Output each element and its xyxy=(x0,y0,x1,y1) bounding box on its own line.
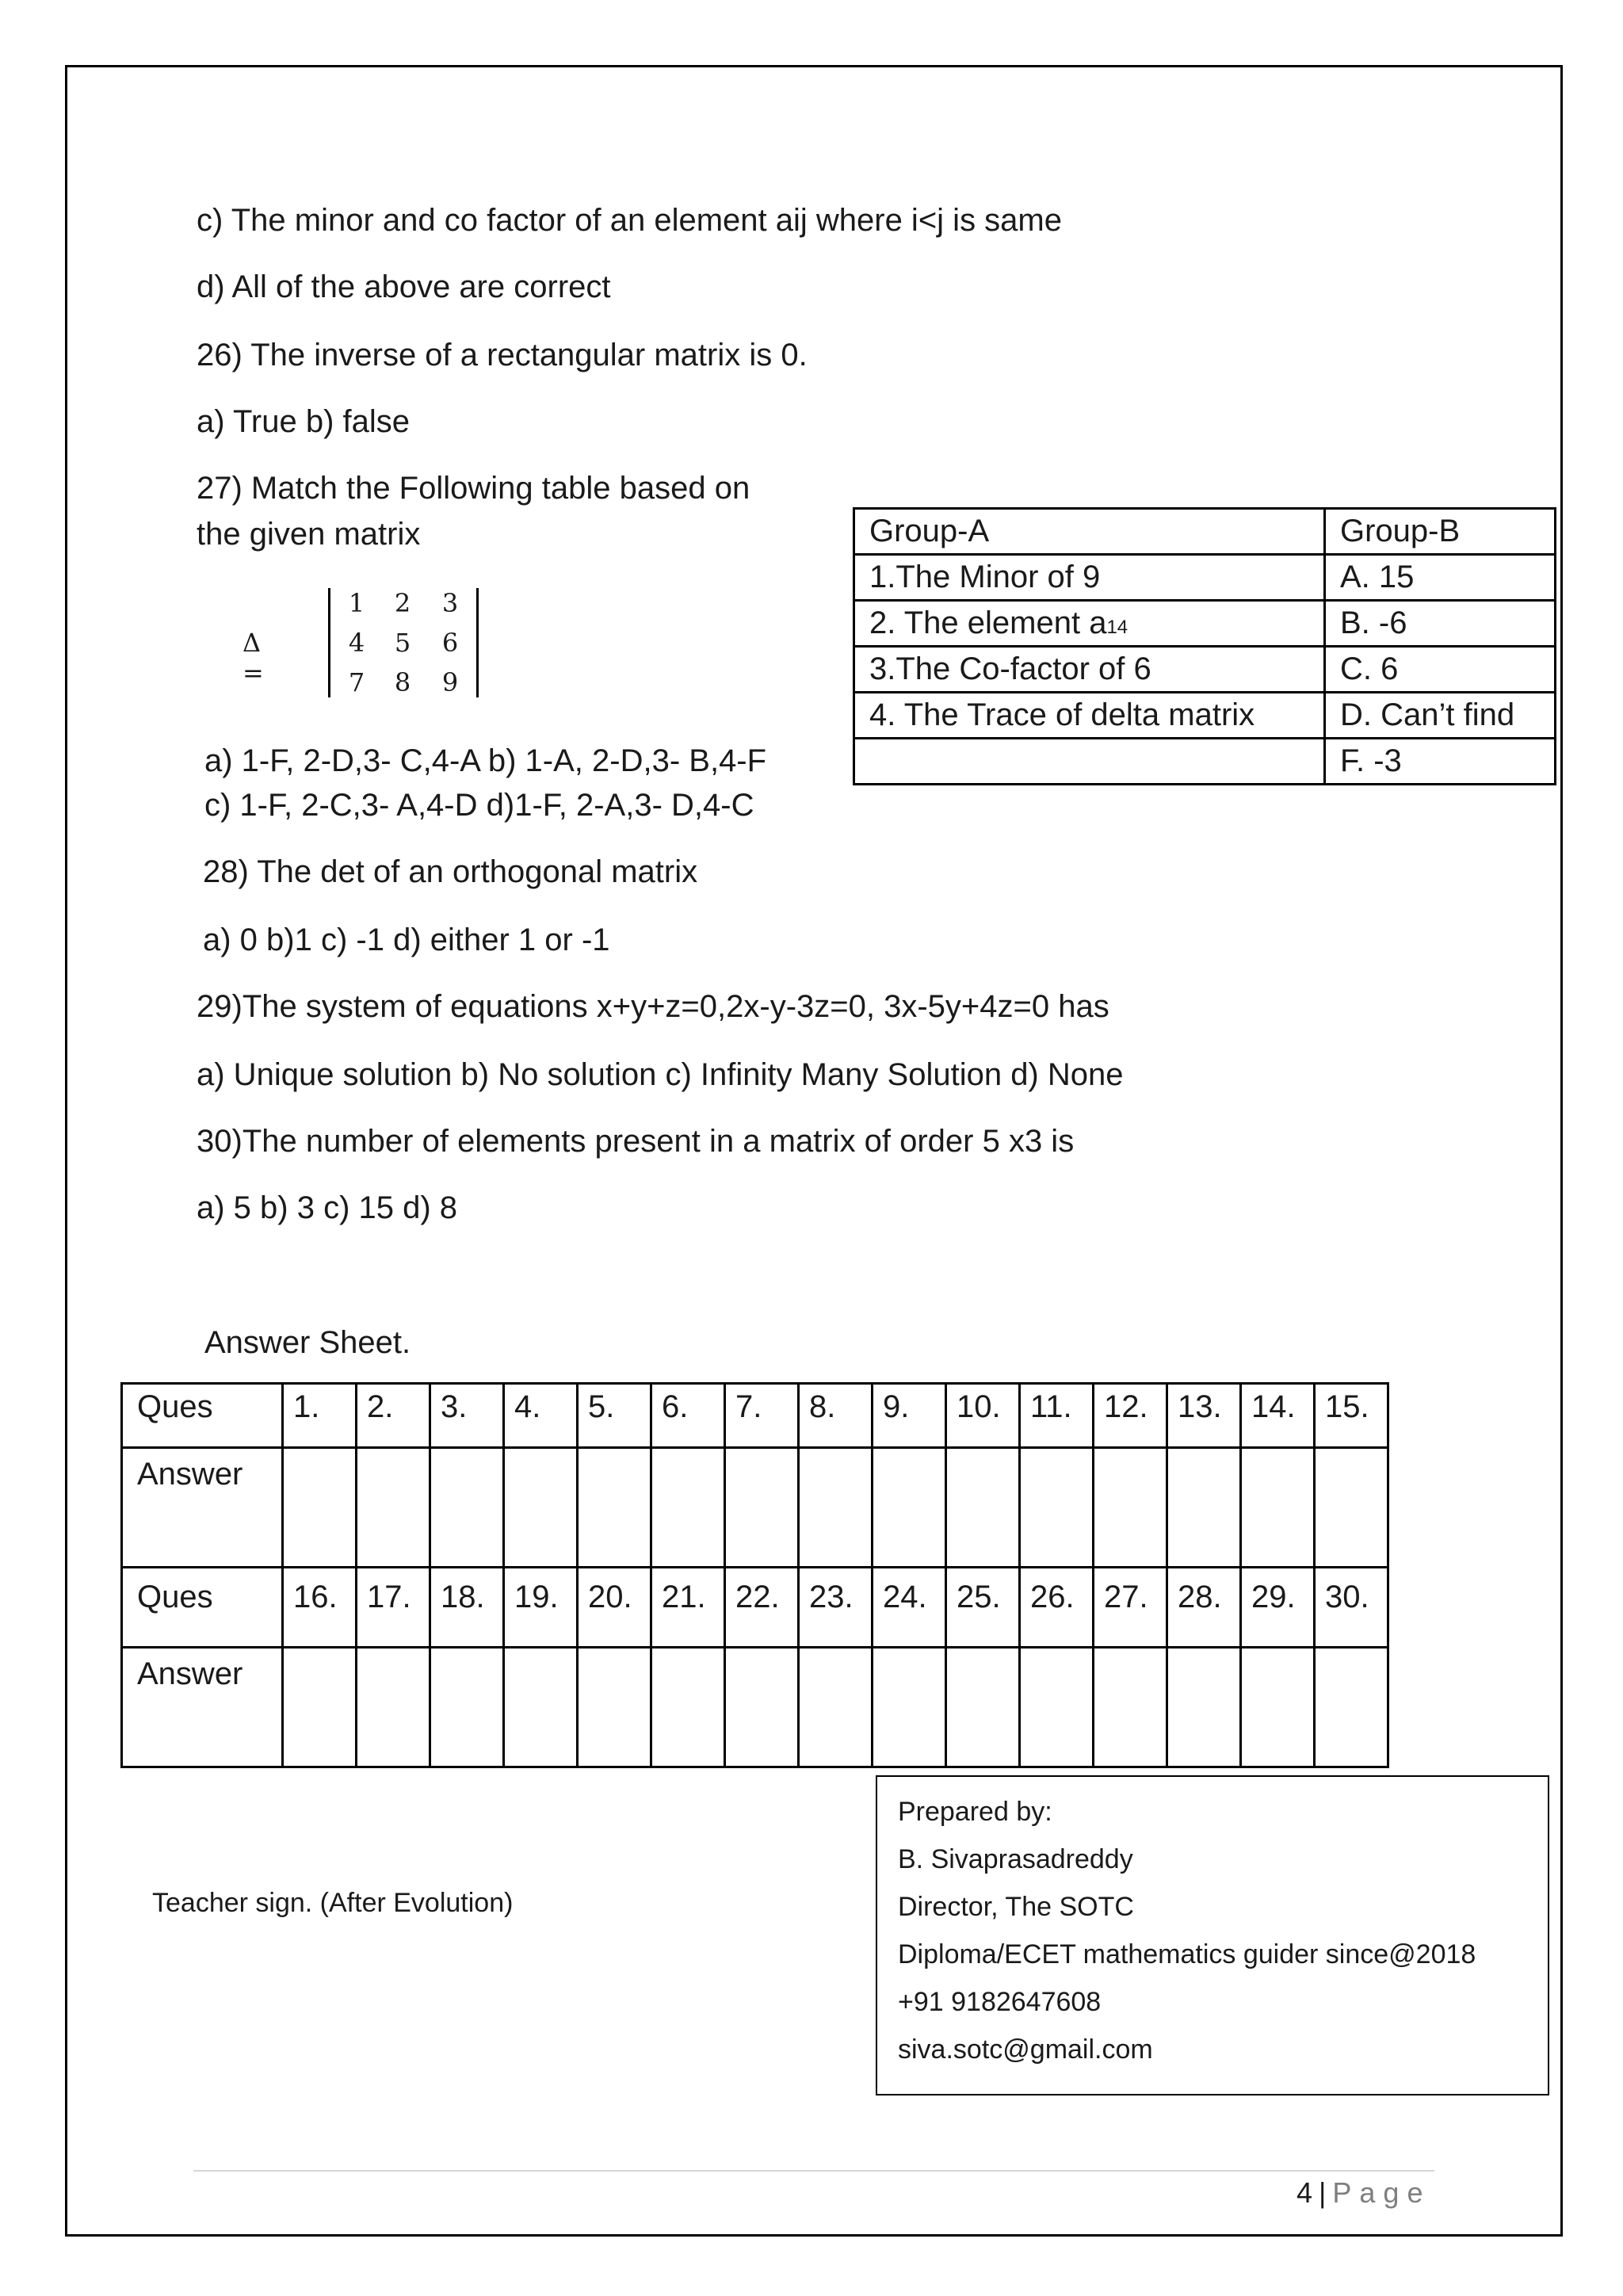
question-26: 26) The inverse of a rectangular matrix is 0. xyxy=(197,338,808,372)
question-30-options: a) 5 b) 3 c) 15 d) 8 xyxy=(197,1190,458,1225)
answer-sheet-table xyxy=(120,1382,1389,1768)
page-separator: | xyxy=(1319,2176,1327,2209)
question-27-options-2: c) 1-F, 2-C,3- A,4-D d)1-F, 2-A,3- D,4-C xyxy=(204,788,754,823)
group-a-cell: 1.The Minor of 9 xyxy=(854,555,1325,601)
question-26-options: a) True b) false xyxy=(197,404,411,439)
matrix-cell: 8 xyxy=(394,667,411,697)
answer-cell xyxy=(1241,1648,1315,1767)
answer-cell xyxy=(873,1448,946,1568)
question-number-cell: 7. xyxy=(725,1384,799,1448)
match-table-row xyxy=(854,555,1556,601)
answer-cell xyxy=(283,1648,357,1767)
answer-cell xyxy=(1315,1648,1388,1767)
matrix-cell: 4 xyxy=(348,628,365,658)
question-number-cell: 10. xyxy=(946,1384,1020,1448)
answer-cell xyxy=(799,1648,873,1767)
question-27-line-1: 27) Match the Following table based on xyxy=(197,471,750,506)
group-b-cell: F. -3 xyxy=(1325,739,1556,785)
group-b-cell: D. Can’t find xyxy=(1325,693,1556,739)
match-table-row xyxy=(854,601,1556,647)
matrix-cell: 9 xyxy=(441,667,459,697)
answer-cell xyxy=(504,1648,578,1767)
question-number-cell: 9. xyxy=(873,1384,946,1448)
answer-cell xyxy=(725,1448,799,1568)
group-a-header: Group-A xyxy=(854,509,1325,555)
question-29: 29)The system of equations x+y+z=0,2x-y-3z=0, 3x-5y+4z=0 has xyxy=(197,989,1109,1024)
answer-cell xyxy=(651,1448,725,1568)
answer-cell xyxy=(1020,1648,1094,1767)
delta-symbol: Δ = xyxy=(242,628,264,688)
group-a-cell: 3.The Co-factor of 6 xyxy=(854,647,1325,693)
question-29-options: a) Unique solution b) No solution c) Infinity Many Solution d) None xyxy=(197,1057,1124,1092)
question-number-cell: 28. xyxy=(1167,1568,1241,1648)
question-number-row xyxy=(122,1568,1388,1648)
question-number-cell: 18. xyxy=(430,1568,504,1648)
question-number-cell: 22. xyxy=(725,1568,799,1648)
question-number-cell: 6. xyxy=(651,1384,725,1448)
question-number-cell: 29. xyxy=(1241,1568,1315,1648)
matrix-cell: 6 xyxy=(441,628,459,658)
author-email: siva.sotc@gmail.com xyxy=(898,2034,1153,2065)
question-27-line-2: the given matrix xyxy=(197,517,421,552)
answer-label: Answer xyxy=(122,1448,283,1568)
question-number-cell: 30. xyxy=(1315,1568,1388,1648)
prepared-heading: Prepared by: xyxy=(898,1797,1052,1827)
answer-cell xyxy=(799,1448,873,1568)
question-number-cell: 17. xyxy=(357,1568,430,1648)
question-number-cell: 24. xyxy=(873,1568,946,1648)
answer-cell xyxy=(651,1648,725,1767)
matrix-cell: 2 xyxy=(394,588,411,618)
match-table-row xyxy=(854,693,1556,739)
question-number-cell: 26. xyxy=(1020,1568,1094,1648)
answer-cell xyxy=(1241,1448,1315,1568)
question-number-cell: 14. xyxy=(1241,1384,1315,1448)
author-description: Diploma/ECET mathematics guider since@2018 xyxy=(898,1939,1476,1969)
answer-cell xyxy=(1020,1448,1094,1568)
answer-cell xyxy=(1167,1448,1241,1568)
ques-label: Ques xyxy=(122,1384,283,1448)
group-b-cell: A. 15 xyxy=(1325,555,1556,601)
question-25-option-d: d) All of the above are correct xyxy=(197,269,611,304)
answer-cell xyxy=(1094,1648,1167,1767)
matrix-cell: 5 xyxy=(394,628,411,658)
question-number-cell: 3. xyxy=(430,1384,504,1448)
question-28: 28) The det of an orthogonal matrix xyxy=(203,854,698,889)
question-number-cell: 15. xyxy=(1315,1384,1388,1448)
question-number-cell: 1. xyxy=(283,1384,357,1448)
question-number-cell: 20. xyxy=(578,1568,651,1648)
answer-cell xyxy=(578,1448,651,1568)
question-number-cell: 16. xyxy=(283,1568,357,1648)
question-number-cell: 11. xyxy=(1020,1384,1094,1448)
answer-cell xyxy=(1315,1448,1388,1568)
teacher-sign-label: Teacher sign. (After Evolution) xyxy=(152,1888,514,1918)
footer-divider xyxy=(193,2170,1434,2172)
answer-cell xyxy=(1167,1648,1241,1767)
answer-row xyxy=(122,1648,1388,1767)
answer-cell xyxy=(1094,1448,1167,1568)
question-27-options-1: a) 1-F, 2-D,3- C,4-A b) 1-A, 2-D,3- B,4-F xyxy=(204,743,767,778)
author-role: Director, The SOTC xyxy=(898,1892,1134,1922)
answer-cell xyxy=(430,1648,504,1767)
group-a-cell xyxy=(854,601,1325,647)
subscript: 14 xyxy=(1106,617,1128,638)
answer-cell xyxy=(504,1448,578,1568)
answer-cell xyxy=(357,1448,430,1568)
match-table-row xyxy=(854,647,1556,693)
answer-sheet-title: Answer Sheet. xyxy=(204,1325,411,1360)
answer-cell xyxy=(946,1648,1020,1767)
question-number-cell: 23. xyxy=(799,1568,873,1648)
matrix-cell: 3 xyxy=(441,588,459,618)
author-phone: +91 9182647608 xyxy=(898,1987,1102,2017)
match-table-row xyxy=(854,739,1556,785)
group-b-header: Group-B xyxy=(1325,509,1556,555)
answer-cell xyxy=(283,1448,357,1568)
answer-cell xyxy=(946,1448,1020,1568)
question-number-cell: 2. xyxy=(357,1384,430,1448)
answer-cell xyxy=(873,1648,946,1767)
author-name: B. Sivaprasadreddy xyxy=(898,1844,1133,1874)
question-number-cell: 27. xyxy=(1094,1568,1167,1648)
answer-cell xyxy=(357,1648,430,1767)
group-a-text: 2. The element a xyxy=(869,606,1107,640)
question-number-cell: 25. xyxy=(946,1568,1020,1648)
question-number-cell: 4. xyxy=(504,1384,578,1448)
ques-label: Ques xyxy=(122,1568,283,1648)
match-table xyxy=(853,507,1556,785)
prepared-by-box xyxy=(876,1775,1549,2095)
answer-cell xyxy=(725,1648,799,1767)
group-a-cell xyxy=(854,739,1325,785)
matrix-cell: 7 xyxy=(348,667,365,697)
question-30: 30)The number of elements present in a matrix of order 5 x3 is xyxy=(197,1124,1075,1159)
question-number-cell: 19. xyxy=(504,1568,578,1648)
page-number: 4 xyxy=(1296,2176,1313,2209)
question-number-cell: 5. xyxy=(578,1384,651,1448)
answer-row xyxy=(122,1448,1388,1568)
question-number-cell: 13. xyxy=(1167,1384,1241,1448)
matrix-grid xyxy=(328,588,479,697)
matrix-cell: 1 xyxy=(348,588,365,618)
match-table-header xyxy=(854,509,1556,555)
question-number-row xyxy=(122,1384,1388,1448)
question-number-cell: 21. xyxy=(651,1568,725,1648)
answer-cell xyxy=(578,1648,651,1767)
page-footer xyxy=(1296,2176,1430,2210)
group-b-cell: C. 6 xyxy=(1325,647,1556,693)
group-b-cell: B. -6 xyxy=(1325,601,1556,647)
answer-cell xyxy=(430,1448,504,1568)
question-28-options: a) 0 b)1 c) -1 d) either 1 or -1 xyxy=(203,923,610,957)
question-25-option-c: c) The minor and co factor of an element aij where i<j is same xyxy=(197,203,1062,238)
answer-label: Answer xyxy=(122,1648,283,1767)
question-number-cell: 8. xyxy=(799,1384,873,1448)
group-a-cell: 4. The Trace of delta matrix xyxy=(854,693,1325,739)
question-number-cell: 12. xyxy=(1094,1384,1167,1448)
page-word: Page xyxy=(1332,2176,1431,2209)
